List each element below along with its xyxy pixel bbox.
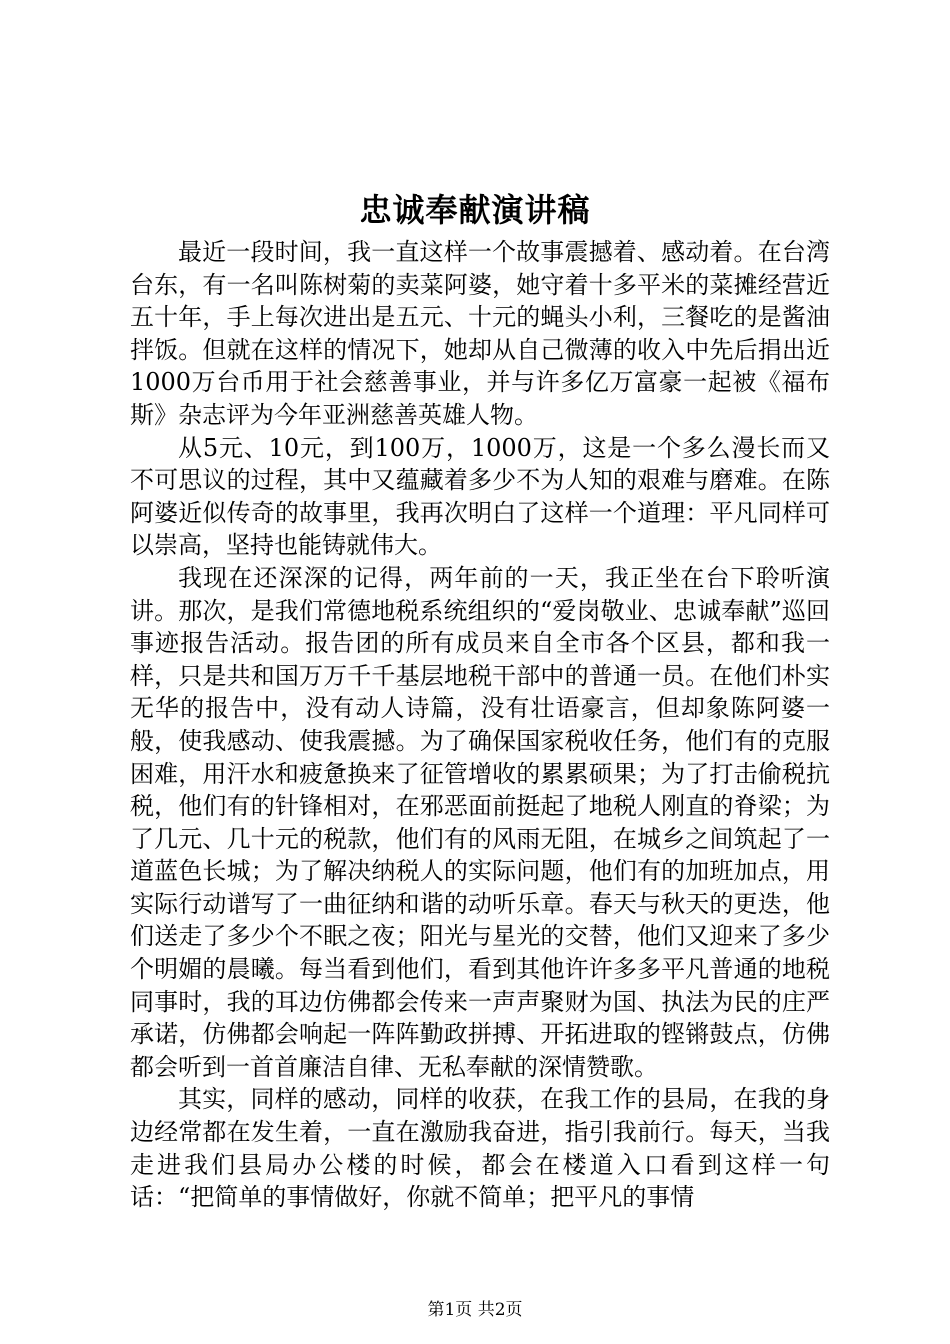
document-title: 忠诚奉献演讲稿 bbox=[359, 191, 591, 229]
paragraph-1: 最近一段时间，我一直这样一个故事震撼着、感动着。在台湾台东，有一名叫陈树菊的卖菜阿婆，她守着十多平米的菜摊经营近五十年，手上每次进出是五元、十元的蝇头小利，三餐吃的是酱油拌饭。但就在这样的情况下，她却从自己微薄的收入中先后捐出近1000万台币用于社会慈善事业，并与许多亿万富豪一起被《福布斯》杂志评为今年亚洲慈善英雄人物。 bbox=[130, 238, 830, 429]
paragraph-2: 从5元、10元，到100万，1000万，这是一个多么漫长而又不可思议的过程，其中又蕴藏着多少不为人知的艰难与磨难。在陈阿婆近似传奇的故事里，我再次明白了这样一个道理：平凡同样可以崇高，坚持也能铸就伟大。 bbox=[130, 433, 830, 560]
paragraph-3: 我现在还深深的记得，两年前的一天，我正坐在台下聆听演讲。那次，是我们常德地税系统组织的“爱岗敬业、忠诚奉献”巡回事迹报告活动。报告团的所有成员来自全市各个区县，都和我一样，只是共和国万万千千基层地税干部中的普通一员。在他们朴实无华的报告中，没有动人诗篇，没有壮语豪言，但却象陈阿婆一般，使我感动、使我震撼。为了确保国家税收任务，他们有的克服困难，用汗水和疲惫换来了征管增收的累累硕果；为了打击偷税抗税，他们有的针锋相对，在邪恶面前挺起了地税人刚直的脊梁；为了几元、几十元的税款，他们有的风雨无阻，在城乡之间筑起了一道蓝色长城；为了解决纳税人的实际问题，他们有的加班加点，用实际行动谱写了一曲征纳和谐的动听乐章。春天与秋天的更迭，他们送走了多少个不眠之夜；阳光与星光的交替，他们又迎来了多少个明媚的晨曦。每当看到他们，看到其他许许多多平凡普通的地税同事时，我的耳边仿佛都会传来一声声聚财为国、执法为民的庄严承诺，仿佛都会响起一阵阵勤政拼搏、开拓进取的铿锵鼓点，仿佛都会听到一首首廉洁自律、无私奉献的深情赞歌。 bbox=[130, 563, 830, 1081]
paragraph-4: 其实，同样的感动，同样的收获，在我工作的县局，在我的身边经常都在发生着，一直在激励我奋进，指引我前行。每天，当我走进我们县局办公楼的时候，都会在楼道入口看到这样一句话：“把简单的事情做好，你就不简单；把平凡的事情 bbox=[130, 1085, 830, 1212]
document-body bbox=[130, 236, 830, 1214]
page-footer: 第1页 共2页 bbox=[427, 1300, 523, 1320]
